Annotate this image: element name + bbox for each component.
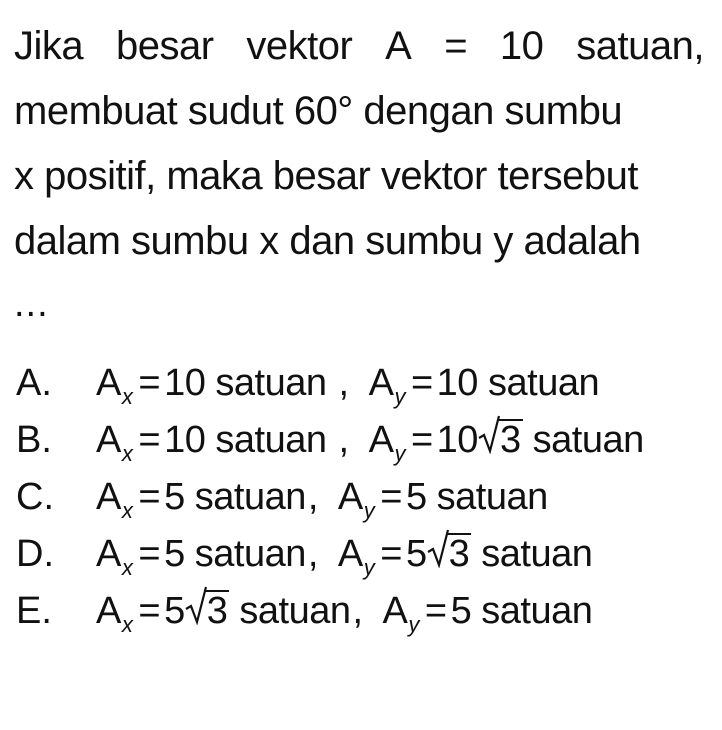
equals-sign: =	[138, 476, 161, 518]
question-word: besar	[115, 24, 214, 68]
radicand: 3	[499, 419, 521, 461]
separator-comma: ,	[352, 590, 363, 632]
ax-unit: satuan	[194, 533, 306, 575]
ay-unit: satuan	[481, 590, 593, 632]
option-d[interactable]	[14, 526, 714, 583]
separator-comma: ,	[328, 362, 349, 404]
radicand: 3	[448, 533, 470, 575]
question-word: A	[385, 24, 412, 68]
ax-symbol: $A_x$	[96, 419, 133, 466]
equals-sign: =	[410, 362, 433, 404]
ax-symbol: $A_x$	[96, 362, 133, 409]
option-body	[96, 583, 592, 653]
ay-unit: satuan	[481, 533, 593, 575]
sqrt-expression	[185, 583, 230, 640]
ay-symbol: $A_y$	[368, 419, 405, 466]
radicand: 3	[206, 590, 228, 632]
ax-value: 10	[164, 419, 206, 461]
radical-sign-icon	[185, 585, 207, 625]
option-b[interactable]	[14, 412, 714, 469]
equals-sign: =	[380, 476, 402, 518]
equals-sign: =	[138, 590, 161, 632]
ax-value: 10	[164, 362, 206, 404]
ax-coefficient: 5	[164, 590, 185, 632]
ax-unit: satuan	[194, 476, 306, 518]
question-word: vektor	[246, 24, 353, 68]
ax-symbol: $A_x$	[96, 590, 133, 637]
sqrt-expression	[478, 412, 523, 469]
question-word: =	[444, 24, 468, 68]
ay-symbol: $A_y$	[337, 476, 375, 523]
option-a[interactable]	[14, 355, 714, 412]
ax-unit: satuan	[215, 419, 327, 461]
ay-unit: satuan	[532, 419, 644, 461]
equals-sign: =	[138, 419, 161, 461]
question-word: Jika	[14, 24, 84, 68]
question-line-4: dalam sumbu x dan sumbu y adalah	[14, 219, 641, 263]
ax-value: 5	[164, 533, 185, 575]
radical-sign-icon	[478, 414, 500, 454]
ay-unit: satuan	[436, 476, 548, 518]
ax-value: 5	[164, 476, 185, 518]
option-letter: C.	[16, 476, 54, 518]
option-letter: D.	[16, 533, 54, 575]
ax-symbol: $A_x$	[96, 476, 133, 523]
question-line-2: membuat sudut 60° dengan sumbu	[14, 89, 623, 133]
option-letter: B.	[16, 419, 52, 461]
sqrt-expression	[427, 526, 472, 583]
answer-options	[14, 355, 714, 640]
question-ellipsis: ...	[14, 283, 49, 325]
ay-value: 5	[405, 476, 427, 518]
question-word: satuan,	[576, 24, 704, 68]
equals-sign: =	[138, 362, 161, 404]
ay-coefficient: 5	[405, 533, 427, 575]
question-text	[14, 14, 704, 334]
equals-sign: =	[138, 533, 161, 575]
question-line-1	[14, 14, 704, 79]
separator-comma: ,	[307, 476, 318, 518]
ay-unit: satuan	[488, 362, 600, 404]
separator-comma: ,	[307, 533, 318, 575]
ay-value: 5	[450, 590, 472, 632]
option-c[interactable]	[14, 469, 714, 526]
ay-coefficient: 10	[436, 419, 478, 461]
ax-unit: satuan	[215, 362, 327, 404]
ay-symbol: $A_y$	[382, 590, 419, 637]
option-e[interactable]	[14, 583, 714, 640]
equals-sign: =	[424, 590, 447, 632]
option-letter: E.	[16, 590, 52, 632]
ax-unit: satuan	[239, 590, 351, 632]
ay-value: 10	[436, 362, 478, 404]
ax-symbol: $A_x$	[96, 533, 133, 580]
separator-comma: ,	[328, 419, 349, 461]
equals-sign: =	[380, 533, 402, 575]
ay-symbol: $A_y$	[337, 533, 375, 580]
option-letter: A.	[16, 362, 52, 404]
question-line-3: x positif, maka besar vektor tersebut	[14, 154, 638, 198]
radical-sign-icon	[427, 528, 449, 568]
question-word: 10	[499, 24, 544, 68]
ay-symbol: $A_y$	[368, 362, 405, 409]
equals-sign: =	[410, 419, 433, 461]
